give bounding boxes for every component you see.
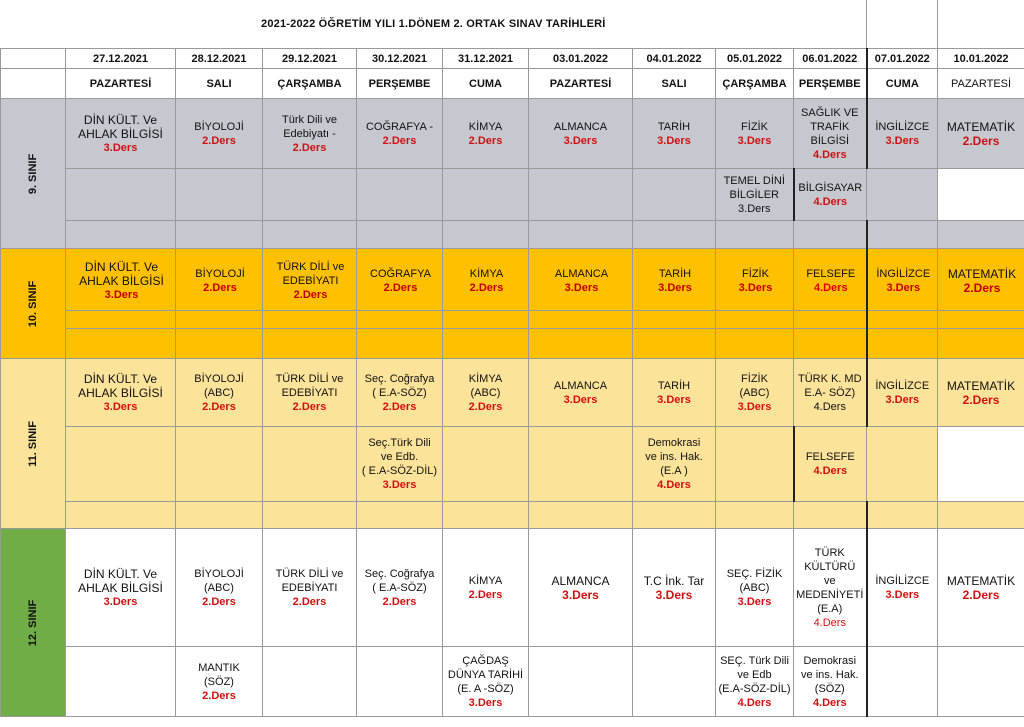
grade-9-row-3 (1, 221, 1024, 249)
exam-cell: Demokrasi ve ins. Hak. (E.A ) 4.Ders (633, 427, 716, 502)
day-cell: PERŞEMBE (357, 69, 443, 99)
exam-cell: TEMEL DİNİ BİLGİLER 3.Ders (716, 169, 794, 221)
exam-cell: KİMYA (ABC) 2.Ders (443, 359, 529, 427)
grade-10-row-3 (1, 329, 1024, 359)
day-cell: ÇARŞAMBA (716, 69, 794, 99)
exam-cell: BİYOLOJİ 2.Ders (176, 249, 263, 311)
page-title: 2021-2022 ÖĞRETİM YILI 1.DÖNEM 2. ORTAK SINAV TARİHLERİ (1, 0, 867, 49)
exam-cell: TÜRK DİLİ ve EDEBİYATI 2.Ders (263, 359, 357, 427)
empty-cell (938, 0, 1024, 49)
date-row (1, 49, 1024, 69)
date-cell: 31.12.2021 (443, 49, 529, 69)
grade-11-label: 11. SINIF (1, 359, 66, 529)
corner-cell (1, 49, 66, 69)
grade-12-row-2 (1, 647, 1024, 717)
exam-cell: KİMYA 2.Ders (443, 529, 529, 647)
empty-cell (867, 0, 938, 49)
exam-cell: BİLGİSAYAR 4.Ders (794, 169, 867, 221)
day-cell: ÇARŞAMBA (263, 69, 357, 99)
exam-cell: FELSEFE 4.Ders (794, 249, 867, 311)
exam-cell: BİYOLOJİ (ABC) 2.Ders (176, 529, 263, 647)
day-cell: PAZARTESİ (529, 69, 633, 99)
exam-cell: TÜRK DİLİ ve EDEBİYATI 2.Ders (263, 529, 357, 647)
exam-cell: DİN KÜLT. Ve AHLAK BİLGİSİ 3.Ders (66, 529, 176, 647)
exam-cell: Seç. Coğrafya ( E.A-SÖZ) 2.Ders (357, 529, 443, 647)
grade-11-row-3 (1, 502, 1024, 529)
exam-cell: TARİH 3.Ders (633, 99, 716, 169)
date-cell: 29.12.2021 (263, 49, 357, 69)
grade-12-row-1 (1, 529, 1024, 647)
date-cell: 04.01.2022 (633, 49, 716, 69)
exam-cell: ALMANCA 3.Ders (529, 249, 633, 311)
exam-cell: TÜRK DİLİ ve EDEBİYATI 2.Ders (263, 249, 357, 311)
exam-cell: TARİH 3.Ders (633, 249, 716, 311)
exam-cell: İNGİLİZCE 3.Ders (867, 359, 938, 427)
exam-cell: Demokrasi ve ins. Hak. (SÖZ) 4.Ders (794, 647, 867, 717)
day-cell: PERŞEMBE (794, 69, 867, 99)
exam-cell: SEÇ. Türk Dili ve Edb (E.A-SÖZ-DİL) 4.Ders (716, 647, 794, 717)
date-cell: 07.01.2022 (867, 49, 938, 69)
day-row (1, 69, 1024, 99)
exam-cell: MATEMATİK 2.Ders (938, 359, 1024, 427)
exam-cell: DİN KÜLT. Ve AHLAK BİLGİSİ 3.Ders (66, 99, 176, 169)
exam-cell: MATEMATİK 2.Ders (938, 99, 1024, 169)
exam-cell: ALMANCA 3.Ders (529, 99, 633, 169)
grade-9-row-1 (1, 99, 1024, 169)
grade-11-row-2 (1, 427, 1024, 502)
exam-cell: DİN KÜLT. Ve AHLAK BİLGİSİ 3.Ders (66, 249, 176, 311)
exam-cell: MATEMATİK 2.Ders (938, 249, 1024, 311)
exam-cell: DİN KÜLT. Ve AHLAK BİLGİSİ 3.Ders (66, 359, 176, 427)
exam-cell: FELSEFE 4.Ders (794, 427, 867, 502)
day-cell: PAZARTESİ (66, 69, 176, 99)
exam-cell: İNGİLİZCE 3.Ders (867, 529, 938, 647)
exam-cell: BİYOLOJİ (ABC) 2.Ders (176, 359, 263, 427)
exam-cell: T.C İnk. Tar 3.Ders (633, 529, 716, 647)
grade-9-row-2 (1, 169, 1024, 221)
exam-cell: ALMANCA 3.Ders (529, 529, 633, 647)
date-cell: 28.12.2021 (176, 49, 263, 69)
exam-cell: TÜRK KÜLTÜRÜ ve MEDENİYETİ (E.A) 4.Ders (794, 529, 867, 647)
exam-cell: Türk Dili ve Edebiyatı - 2.Ders (263, 99, 357, 169)
exam-cell: Seç.Türk Dili ve Edb. ( E.A-SÖZ-DİL) 3.Ders (357, 427, 443, 502)
day-cell: SALI (176, 69, 263, 99)
exam-cell: İNGİLİZCE 3.Ders (867, 99, 938, 169)
grade-10-row-1 (1, 249, 1024, 311)
date-cell: 10.01.2022 (938, 49, 1024, 69)
day-cell: SALI (633, 69, 716, 99)
exam-cell: SEÇ. FİZİK (ABC) 3.Ders (716, 529, 794, 647)
exam-cell: MANTIK (SÖZ) 2.Ders (176, 647, 263, 717)
date-cell: 05.01.2022 (716, 49, 794, 69)
date-cell: 06.01.2022 (794, 49, 867, 69)
exam-cell: ALMANCA 3.Ders (529, 359, 633, 427)
date-cell: 30.12.2021 (357, 49, 443, 69)
exam-cell: TÜRK K. MD E.A- SÖZ) 4.Ders (794, 359, 867, 427)
grade-12-label: 12. SINIF (1, 529, 66, 717)
grade-11-row-1 (1, 359, 1024, 427)
day-cell: CUMA (443, 69, 529, 99)
exam-cell: BİYOLOJİ 2.Ders (176, 99, 263, 169)
exam-cell: FİZİK 3.Ders (716, 249, 794, 311)
day-cell: CUMA (867, 69, 938, 99)
exam-cell: TARİH 3.Ders (633, 359, 716, 427)
exam-cell: FİZİK (ABC) 3.Ders (716, 359, 794, 427)
date-cell: 03.01.2022 (529, 49, 633, 69)
exam-cell: KİMYA 2.Ders (443, 99, 529, 169)
date-cell: 27.12.2021 (66, 49, 176, 69)
day-cell: PAZARTESİ (938, 69, 1024, 99)
exam-cell: ÇAĞDAŞ DÜNYA TARİHİ (E. A -SÖZ) 3.Ders (443, 647, 529, 717)
exam-cell: COĞRAFYA 2.Ders (357, 249, 443, 311)
exam-cell: İNGİLİZCE 3.Ders (867, 249, 938, 311)
exam-cell: FİZİK 3.Ders (716, 99, 794, 169)
exam-cell: MATEMATİK 2.Ders (938, 529, 1024, 647)
exam-cell: SAĞLIK VE TRAFİK BİLGİSİ 4.Ders (794, 99, 867, 169)
exam-cell: Seç. Coğrafya ( E.A-SÖZ) 2.Ders (357, 359, 443, 427)
grade-10-label: 10. SINIF (1, 249, 66, 359)
exam-cell: KİMYA 2.Ders (443, 249, 529, 311)
exam-cell: COĞRAFYA - 2.Ders (357, 99, 443, 169)
grade-9-label: 9. SINIF (1, 99, 66, 249)
corner-cell (1, 69, 66, 99)
grade-10-row-2 (1, 311, 1024, 329)
